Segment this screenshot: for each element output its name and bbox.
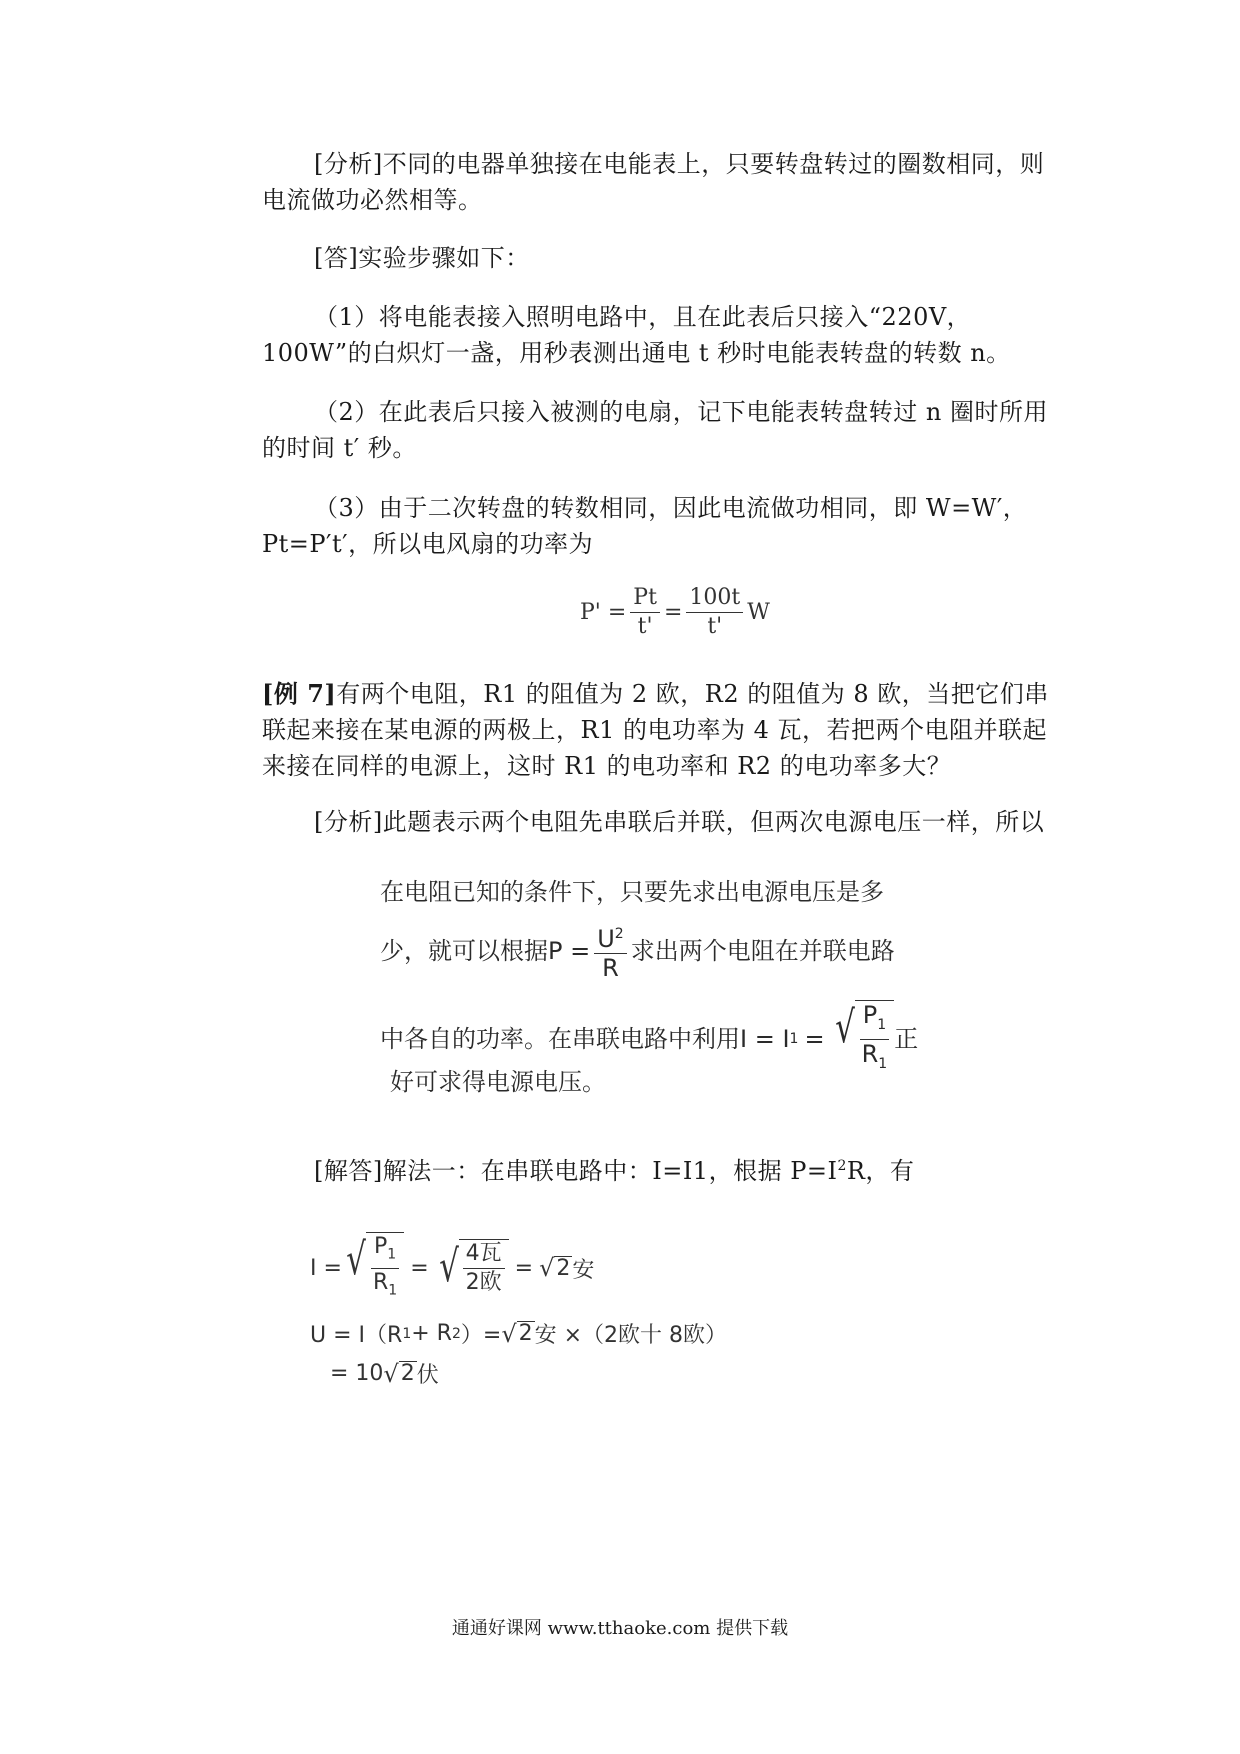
sub-1: 1	[789, 1030, 799, 1047]
eq-text: + R	[411, 1321, 452, 1346]
sqrt-2	[539, 1254, 572, 1282]
scan-text: 少，就可以根据P =	[380, 937, 591, 965]
fraction-num: 4瓦	[463, 1240, 505, 1269]
formula-eq: =	[663, 600, 683, 625]
fraction-den: t'	[637, 614, 653, 639]
sqrt-2	[501, 1320, 534, 1348]
example-tag: [例 7]	[262, 679, 337, 708]
sqrt-inside	[459, 1239, 509, 1297]
eq: =	[514, 1255, 534, 1281]
sub-1: 1	[388, 1282, 398, 1299]
scan-text: 求出两个电阻在并联电路	[630, 937, 895, 965]
fraction-den	[370, 1269, 400, 1304]
example-text: 有两个电阻，R1 的阻值为 2 欧，R2 的阻值为 8 欧，当把它们串联起来接在某电源的两极上，R1 的电功率为 4 瓦，若把两个电阻并联起来接在同样的电源上，这时 R1 的电功率和 R2 的电功率多大？	[262, 680, 1049, 780]
num-u: U	[597, 925, 615, 953]
step-2: （2）在此表后只接入被测的电扇，记下电能表转盘转过 n 圈时所用的时间 t′ 秒。	[262, 398, 1048, 462]
fraction-num: 100t	[686, 584, 743, 613]
fraction-num: Pt	[630, 584, 660, 613]
radical-icon: √	[346, 1234, 366, 1285]
sqrt-inside	[855, 1000, 895, 1078]
radical-icon: √	[438, 1241, 459, 1293]
fraction	[463, 1240, 505, 1297]
scan-text: 中各自的功率。在串联电路中利用I = I	[380, 1024, 790, 1053]
scan-line-2	[380, 920, 895, 982]
fraction-den: 2欧	[465, 1270, 502, 1296]
radical-icon: √	[834, 1002, 855, 1053]
equation-voltage-result	[330, 1358, 439, 1389]
fraction	[370, 1233, 400, 1305]
eq-text: ）=	[460, 1323, 502, 1348]
num-p: P	[373, 1234, 388, 1259]
den-r: R	[372, 1270, 389, 1296]
unit: 伏	[416, 1363, 439, 1388]
scan-line-1: 在电阻已知的条件下，只要先求出电源电压是多	[380, 878, 884, 906]
formula-lhs: P' =	[580, 600, 627, 625]
radical-icon: √	[539, 1254, 555, 1283]
footer-text: 通通好课网 www.tthaoke.com 提供下载	[451, 1618, 789, 1639]
scan-text: 正	[894, 1024, 919, 1053]
sup-2: 2	[614, 926, 624, 942]
fraction-den	[859, 1040, 891, 1078]
solution-text: R，有	[846, 1157, 915, 1185]
eq: =	[804, 1024, 825, 1053]
sub-1: 1	[877, 1016, 887, 1033]
fraction-pt	[630, 584, 660, 641]
sqrt-inside: 2	[518, 1321, 533, 1346]
eq: =	[410, 1255, 429, 1281]
analysis-paragraph-2: [分析]此题表示两个电阻先串联后并联，但两次电源电压一样，所以	[314, 808, 1045, 836]
sub-1: 1	[878, 1055, 888, 1072]
answer-intro: [答]实验步骤如下：	[314, 244, 530, 272]
formula-power	[580, 584, 770, 641]
unit: 安	[572, 1257, 595, 1283]
solution-text: [解答]解法一：在串联电路中：I=I1，根据 P=I	[314, 1157, 838, 1185]
eq-text: 安 ×（2欧十 8欧）	[534, 1323, 728, 1348]
analysis-paragraph-1: [分析]不同的电器单独接在电能表上，只要转盘转过的圈数相同，则电流做功必然相等。	[262, 150, 1045, 214]
eq-text: = 10	[330, 1361, 384, 1386]
sqrt-inside: 2	[400, 1361, 415, 1386]
den-r: R	[861, 1039, 879, 1068]
sub-2: 2	[451, 1325, 461, 1342]
sup-2: 2	[837, 1158, 847, 1174]
fraction-den: R	[602, 954, 619, 982]
sqrt-p1-r1	[342, 1232, 404, 1305]
fraction-p1-r1	[859, 1001, 891, 1078]
num-p: P	[862, 1001, 878, 1029]
sqrt-4w-2o	[435, 1239, 509, 1297]
step-1: （1）将电能表接入照明电路中，且在此表后只接入“220V，100W”的白炽灯一盏，用秒表测出通电 t 秒时电能表转盘的转数 n。	[262, 303, 1011, 367]
fraction-num	[594, 920, 627, 954]
scan-line-4: 好可求得电源电压。	[390, 1068, 606, 1096]
eq-lhs: I =	[310, 1255, 342, 1281]
sqrt-inside: 2	[556, 1255, 571, 1281]
fraction-num	[860, 1001, 889, 1040]
sqrt-p1-r1	[831, 1000, 895, 1078]
eq-text: U = I（R	[310, 1323, 403, 1348]
sub-1: 1	[387, 1246, 397, 1263]
step-3: （3）由于二次转盘的转数相同，因此电流做功相同，即 W=W′，Pt=P′t′，所以电风扇的功率为	[262, 494, 1028, 558]
fraction-den: t'	[707, 614, 723, 639]
formula-unit: W	[747, 600, 770, 625]
equation-voltage	[310, 1318, 727, 1349]
sqrt-inside	[366, 1232, 404, 1305]
fraction-100t	[686, 584, 743, 641]
radical-icon: √	[501, 1319, 517, 1348]
sub-1: 1	[402, 1325, 412, 1342]
solution-intro	[262, 1148, 1052, 1189]
fraction-u2-r	[594, 920, 627, 982]
example-7	[262, 676, 1052, 784]
equation-current	[310, 1232, 594, 1305]
fraction-num	[371, 1233, 399, 1269]
radical-icon: √	[383, 1359, 399, 1388]
sqrt-2	[383, 1360, 416, 1388]
